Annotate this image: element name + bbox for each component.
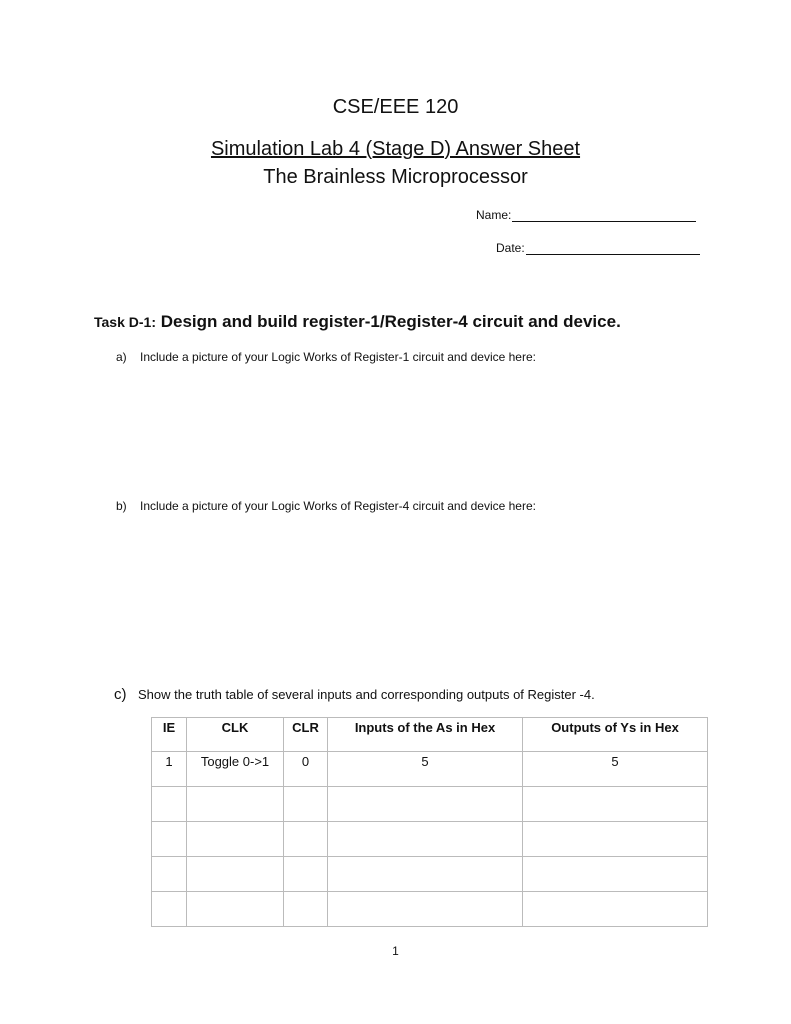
header-ie: IE <box>152 718 187 752</box>
cell-inputs-hex[interactable] <box>328 857 523 892</box>
cell-clr[interactable] <box>284 857 328 892</box>
instruction-b-marker: b) <box>116 499 127 513</box>
page-number: 1 <box>392 944 399 958</box>
cell-clr[interactable]: 0 <box>284 752 328 787</box>
cell-inputs-hex[interactable]: 5 <box>328 752 523 787</box>
course-title: CSE/EEE 120 <box>332 96 459 118</box>
cell-ie[interactable] <box>152 857 187 892</box>
cell-clk[interactable] <box>187 892 284 927</box>
date-label: Date: <box>496 241 525 255</box>
name-blank-line[interactable] <box>512 208 696 222</box>
cell-clk[interactable] <box>187 857 284 892</box>
instruction-a-marker: a) <box>116 350 127 364</box>
cell-ie[interactable]: 1 <box>152 752 187 787</box>
cell-ie[interactable] <box>152 822 187 857</box>
cell-clk[interactable] <box>187 822 284 857</box>
name-field[interactable] <box>476 208 696 222</box>
task-label: Task D-1: <box>94 314 156 330</box>
cell-clr[interactable] <box>284 787 328 822</box>
cell-clr[interactable] <box>284 892 328 927</box>
instruction-c-marker: c) <box>114 686 127 703</box>
name-label: Name: <box>476 208 512 222</box>
cell-outputs-hex[interactable] <box>523 892 708 927</box>
lab-subtitle: The Brainless Microprocessor <box>263 166 528 188</box>
header-clr: CLR <box>284 718 328 752</box>
cell-clr[interactable] <box>284 822 328 857</box>
table-row <box>152 752 708 787</box>
cell-inputs-hex[interactable] <box>328 822 523 857</box>
instruction-c-text: Show the truth table of several inputs and corresponding outputs of Register -4. <box>138 687 595 702</box>
instruction-a-text: Include a picture of your Logic Works of Register-1 circuit and device here: <box>140 350 536 364</box>
table-row <box>152 787 708 822</box>
table-row <box>152 857 708 892</box>
cell-outputs-hex[interactable] <box>523 787 708 822</box>
instruction-b <box>116 499 536 513</box>
task-text: Design and build register-1/Register-4 circuit and device. <box>160 312 621 331</box>
cell-outputs-hex[interactable]: 5 <box>523 752 708 787</box>
truth-table-header-row <box>152 718 708 752</box>
cell-outputs-hex[interactable] <box>523 857 708 892</box>
cell-inputs-hex[interactable] <box>328 892 523 927</box>
lab-title <box>0 138 791 161</box>
date-blank-line[interactable] <box>526 241 700 255</box>
cell-clk[interactable] <box>187 787 284 822</box>
header-clk: CLK <box>187 718 284 752</box>
table-row <box>152 822 708 857</box>
cell-ie[interactable] <box>152 892 187 927</box>
header-inputs-hex: Inputs of the As in Hex <box>328 718 523 752</box>
cell-clk[interactable]: Toggle 0->1 <box>187 752 284 787</box>
instruction-c <box>114 686 595 703</box>
table-row <box>152 892 708 927</box>
instruction-b-text: Include a picture of your Logic Works of Register-4 circuit and device here: <box>140 499 536 513</box>
cell-ie[interactable] <box>152 787 187 822</box>
lab-title-text: Simulation Lab 4 (Stage D) Answer Sheet <box>210 138 581 160</box>
header-outputs-hex: Outputs of Ys in Hex <box>523 718 708 752</box>
cell-outputs-hex[interactable] <box>523 822 708 857</box>
instruction-a <box>116 350 536 364</box>
date-field[interactable] <box>496 241 700 255</box>
truth-table <box>151 717 708 927</box>
cell-inputs-hex[interactable] <box>328 787 523 822</box>
task-heading <box>94 312 621 332</box>
